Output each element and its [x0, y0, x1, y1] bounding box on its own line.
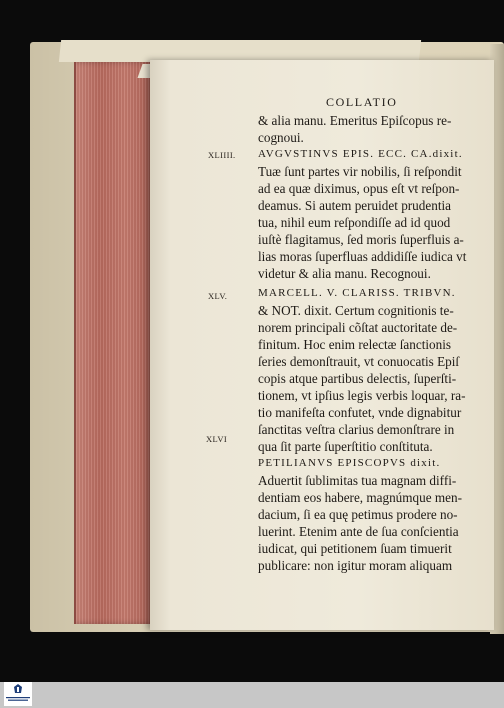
text-line: deamus. Si autem peruidet prudentia	[258, 198, 451, 213]
crest-icon	[13, 684, 23, 694]
text-line: tio manifeſta confutet, vnde dignabitur	[258, 405, 462, 420]
text-line: ſanctitas veſtra clarius demonſtrare in	[258, 422, 455, 437]
logo-caption-mark	[5, 696, 31, 702]
text-line: publicare: non igitur moram aliquam	[258, 558, 453, 573]
text-line: ſeries demonſtrauit, vt conuocatis Epiſ	[258, 354, 460, 369]
speaker-heading: AVGVSTINVS EPIS. ECC. CA.dixit.	[258, 148, 463, 160]
margin-marker-46: XLVI	[206, 434, 228, 444]
text-line: iuſtè flagitamus, ſed moris ſuperfluis a-	[258, 232, 464, 247]
text-line: Aduertit ſublimitas tua magnam diffi-	[258, 473, 457, 488]
text-line: & NOT. dixit. Certum cognitionis te-	[258, 303, 454, 318]
text-line: norem principali cõſtat auctoritate de-	[258, 320, 458, 335]
text-line: copis atque partibus delectis, ſuperſti-	[258, 371, 457, 386]
text-line: videtur & alia manu. Recognoui.	[258, 266, 431, 281]
text-line: ad ea quæ diximus, opus eſt vt reſpon-	[258, 181, 460, 196]
text-line: dacium, ſi ea quę petimus prodere no-	[258, 507, 458, 522]
margin-marker-45: XLV.	[208, 291, 228, 301]
text-line: dentiam eos habere, magnúmque men-	[258, 490, 462, 505]
text-line: & alia manu. Emeritus Epiſcopus re-	[258, 113, 452, 128]
cover-top-edge	[59, 40, 421, 62]
speaker-heading: MARCELL. V. CLARISS. TRIBVN.	[258, 287, 456, 299]
library-stamp-logo	[4, 682, 32, 706]
speaker-heading: PETILIANVS EPISCOPVS dixit.	[258, 457, 441, 469]
text-line: luerint. Etenim ante de ſua conſcientia	[258, 524, 459, 539]
text-line: iudicat, qui petitionem ſuam timuerit	[258, 541, 452, 556]
text-line: tionem, vt ipſius legis verbis loquar, ra-	[258, 388, 466, 403]
text-line: Tuæ ſunt partes vir nobilis, ſi reſpondit	[258, 164, 462, 179]
red-page-edges	[74, 62, 158, 624]
text-line: lias moras ſuperfluas addidiſſe iudica vt	[258, 249, 467, 264]
running-head: COLLATIO	[326, 95, 398, 109]
margin-marker-44: XLIIII.	[208, 150, 236, 160]
text-line: finitum. Hoc enim relectæ ſanctionis	[258, 337, 452, 352]
text-line: qua ſit parte ſuperſtitio conſtituta.	[258, 439, 433, 454]
text-line: tua, nihil eum reſpondiſſe ad id quod	[258, 215, 451, 230]
text-line: cognoui.	[258, 130, 304, 145]
footer-strip	[0, 682, 504, 708]
